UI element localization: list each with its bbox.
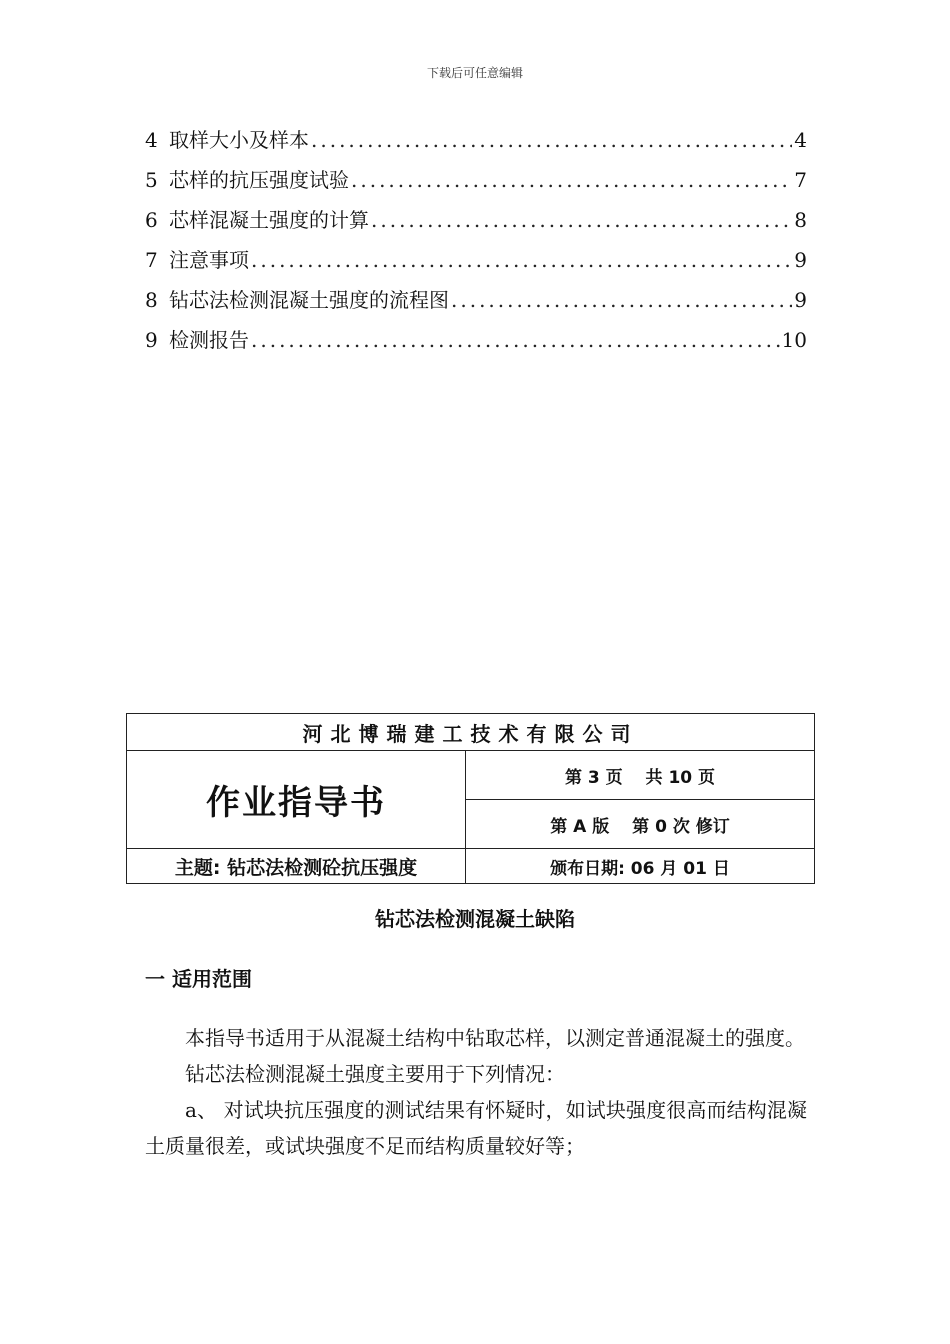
toc-page-number: 4	[794, 128, 807, 152]
toc-entry[interactable]	[145, 200, 807, 240]
toc-page-number: 9	[794, 288, 807, 312]
toc-number: 6	[145, 208, 158, 232]
toc-page-number: 7	[794, 168, 807, 192]
toc-entry[interactable]	[145, 280, 807, 320]
toc-title: 注意事项	[169, 248, 249, 272]
document-title: 作业指导书	[127, 751, 466, 849]
toc-title: 检测报告	[169, 328, 249, 352]
document-subject: 主题: 钻芯法检测砼抗压强度	[127, 849, 466, 884]
toc-leader-dots	[371, 200, 792, 240]
section-title: 钻芯法检测混凝土缺陷	[375, 907, 575, 931]
toc-leader-dots	[311, 120, 792, 160]
toc-page-number: 10	[781, 328, 807, 352]
toc-entry[interactable]	[145, 320, 807, 360]
document-header-table	[126, 713, 815, 884]
toc-title: 取样大小及样本	[169, 128, 309, 152]
toc-leader-dots	[351, 160, 792, 200]
toc-number: 9	[145, 328, 158, 352]
toc-title: 芯样混凝土强度的计算	[169, 208, 369, 232]
toc-page-number: 8	[794, 208, 807, 232]
heading-scope: 一 适用范围	[145, 967, 252, 991]
toc-number: 8	[145, 288, 158, 312]
table-of-contents	[145, 120, 807, 360]
page-info: 第 3 页 共 10 页	[466, 751, 815, 800]
toc-number: 5	[145, 168, 158, 192]
paragraph: 钻芯法检测混凝土强度主要用于下列情况：	[185, 1062, 565, 1086]
paragraph: a、 对试块抗压强度的测试结果有怀疑时，如试块强度很高而结构混凝土质量很差，或试块强度不足而结构质量较好等；	[145, 1098, 807, 1158]
toc-leader-dots	[251, 320, 780, 360]
company-name: 河北博瑞建工技术有限公司	[127, 714, 815, 751]
toc-leader-dots	[451, 280, 792, 320]
paragraph: 本指导书适用于从混凝土结构中钻取芯样，以测定普通混凝土的强度。	[185, 1026, 805, 1050]
toc-page-number: 9	[794, 248, 807, 272]
toc-entry[interactable]	[145, 240, 807, 280]
body-text	[145, 1020, 807, 1164]
version-info: 第 A 版 第 0 次 修订	[466, 800, 815, 849]
watermark-text: 下载后可任意编辑	[426, 66, 523, 80]
issue-date: 颁布日期: 06 月 01 日	[466, 849, 815, 884]
toc-entry[interactable]	[145, 120, 807, 160]
toc-number: 7	[145, 248, 158, 272]
toc-entry[interactable]	[145, 160, 807, 200]
toc-title: 钻芯法检测混凝土强度的流程图	[169, 288, 449, 312]
toc-title: 芯样的抗压强度试验	[169, 168, 349, 192]
toc-leader-dots	[251, 240, 792, 280]
toc-number: 4	[145, 128, 158, 152]
